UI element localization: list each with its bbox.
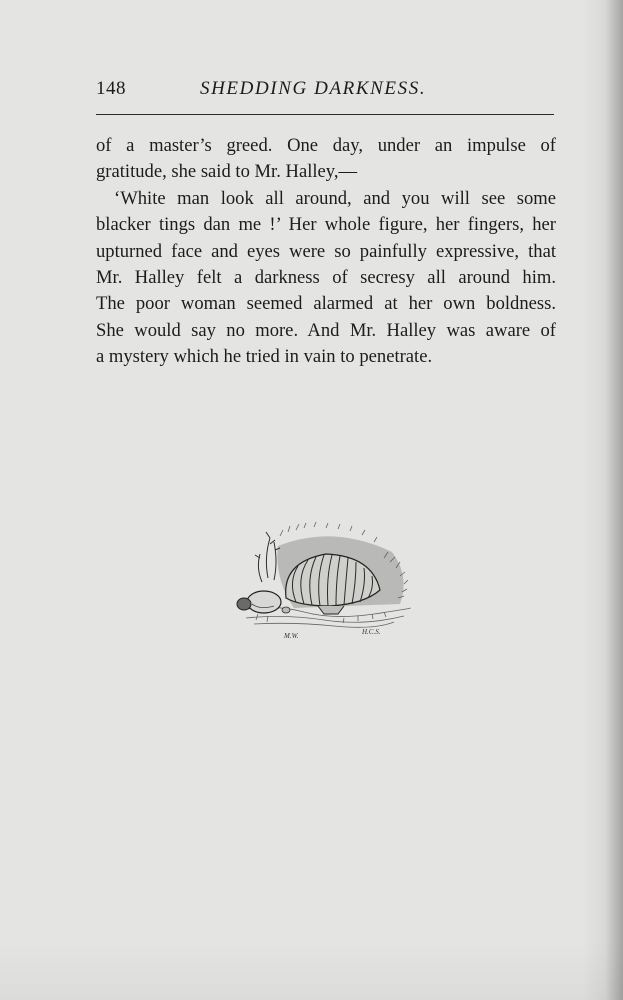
running-head	[96, 78, 554, 106]
shell-illustration	[234, 518, 414, 648]
page-number: 148	[96, 78, 126, 99]
header-rule	[96, 114, 554, 115]
body-text	[96, 133, 556, 371]
signature-right: H.C.S.	[362, 628, 381, 636]
text-line: upturned face and eyes were so painfully expressive, that	[96, 240, 556, 262]
page-edge-shadow	[583, 0, 623, 1000]
text-line: blacker tings dan me !’ Her whole figure, her fingers, her	[96, 214, 556, 236]
text-line: gratitude, she said to Mr. Halley,—	[96, 161, 358, 183]
signature-left: M.W.	[284, 632, 299, 640]
page-bottom-shadow	[0, 940, 623, 1000]
running-title: SHEDDING DARKNESS.	[200, 78, 427, 99]
text-line: She would say no more. And Mr. Halley was aware of	[96, 319, 556, 341]
text-line: a mystery which he tried in vain to penetrate.	[96, 346, 433, 368]
text-line: of a master’s greed. One day, under an impulse of	[96, 135, 556, 156]
text-line: The poor woman seemed alarmed at her own boldness.	[96, 293, 556, 315]
shell-vignette	[234, 518, 414, 648]
text-line: Mr. Halley felt a darkness of secresy all around him.	[96, 266, 556, 288]
text-line: ‘White man look all around, and you will see some	[114, 187, 556, 209]
